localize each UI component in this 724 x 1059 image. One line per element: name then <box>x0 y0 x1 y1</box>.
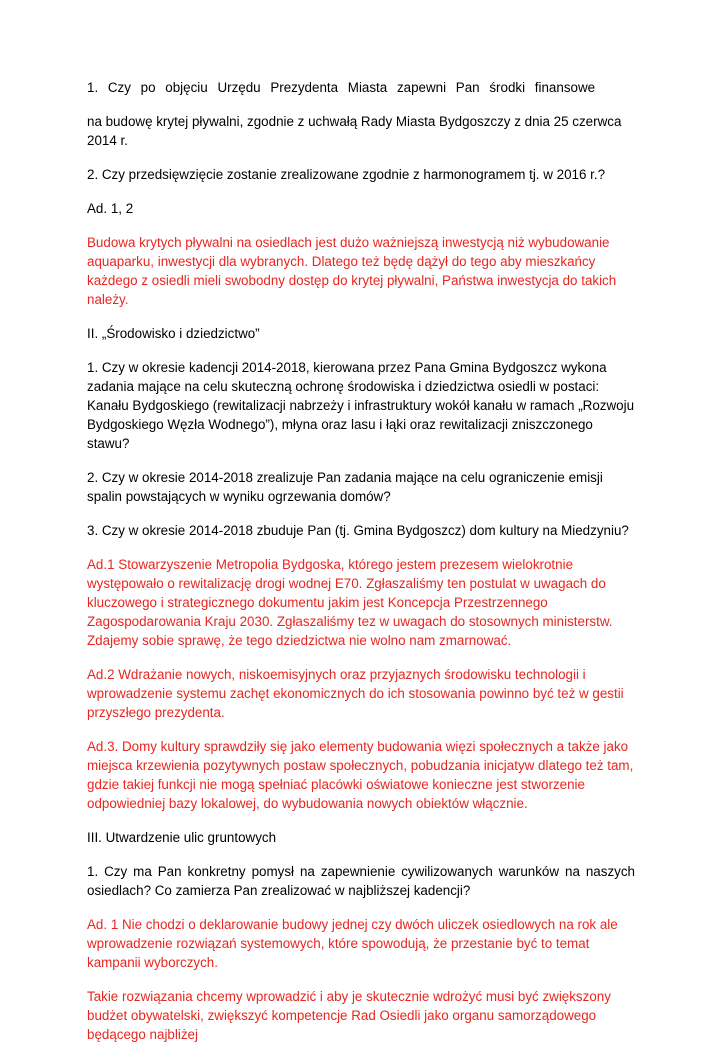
section-2-question-3: 3. Czy w okresie 2014-2018 zbuduje Pan (tj. Gmina Bydgoszcz) dom kultury na Miedzyniu? <box>87 523 629 538</box>
section-2-question-1: 1. Czy w okresie kadencji 2014-2018, kierowana przez Pana Gmina Bydgoszcz wykona zadania mające na celu skuteczną ochronę środowiska i dziedzictwa osiedli w postaci: Kanału Bydgoskiego (rewitalizacji nabrzeży i infrastruktury wokół kanału w ramach „Rozwoju Bydgoskiego Węzła Wodnego”), młyna oraz lasu i łąki oraz rewitalizacji zniszczonego stawu? <box>87 360 635 451</box>
question-1-line-2: na budowę krytej pływalni, zgodnie z uchwałą Rady Miasta Bydgoszczy z dnia 25 czerwca 2014 r. <box>87 114 622 148</box>
section-3-heading: III. Utwardzenie ulic gruntowych <box>87 830 277 845</box>
question-1-line-1: 1. Czy po objęciu Urzędu Prezydenta Miasta zapewni Pan środki finansowe <box>87 80 596 95</box>
section-3-question-1: 1. Czy ma Pan konkretny pomysł na zapewnienie cywilizowanych warunków na naszych osiedlach? Co zamierza Pan zrealizować w najbliższej kadencji? <box>87 864 635 898</box>
section-2-answer-2: Ad.2 Wdrażanie nowych, niskoemisyjnych oraz przyjaznych środowisku technologii i wprowadzenie systemu zachęt ekonomicznych do ich stosowania powinno być też w gestii przyszłego prezydenta. <box>87 667 624 720</box>
document-page <box>87 78 635 1059</box>
section-3-answer-1-continued: Takie rozwiązania chcemy wprowadzić i aby je skutecznie wdrożyć musi być zwiększony budżet obywatelski, zwiększyć kompetencje Rad Osiedli jako organu samorządowego będącego najbliżej <box>87 989 611 1042</box>
section-2-heading: II. „Środowisko i dziedzictwo” <box>87 326 260 341</box>
answer-pool: Budowa krytych pływalni na osiedlach jest dużo ważniejszą inwestycją niż wybudowanie aquaparku, inwestycji dla wybranych. Dlatego też będę dążył do tego aby mieszkańcy każdego z osiedli mieli swobodny dostęp do krytej pływalni, Państwa inwestycja do takich należy. <box>87 235 617 307</box>
section-2-answer-3: Ad.3. Domy kultury sprawdziły się jako elementy budowania więzi społecznych a także jako miejsca krzewienia pozytywnych postaw społecznych, pobudzania inicjatyw dlatego też tam, gdzie takiej funkcji nie mogą spełniać placówki oświatowe konieczne jest stworzenie odpowiedniej bazy lokalowej, do wybudowania nowych obiektów włącznie. <box>87 739 634 811</box>
question-2: 2. Czy przedsięwzięcie zostanie zrealizowane zgodnie z harmonogramem tj. w 2016 r.? <box>87 167 606 182</box>
section-2-answer-1: Ad.1 Stowarzyszenie Metropolia Bydgoska, którego jestem prezesem wielokrotnie występowało o rewitalizację drogi wodnej E70. Zgłaszaliśmy ten postulat w uwagach do kluczowego i strategicznego dokumentu jakim jest Koncepcja Przestrzennego Zagospodarowania Kraju 2030. Zgłaszaliśmy tez w uwagach do stosownych ministerstw. Zdajemy sobie sprawę, że tego dziedzictwa nie wolno nam zmarnować. <box>87 557 613 648</box>
section-3-answer-1: Ad. 1 Nie chodzi o deklarowanie budowy jednej czy dwóch uliczek osiedlowych na rok ale wprowadzenie rozwiązań systemowych, które spowodują, że przestanie być to temat kampanii wyborczych. <box>87 917 618 970</box>
section-2-question-2: 2. Czy w okresie 2014-2018 zrealizuje Pan zadania mające na celu ograniczenie emisji spalin powstających w wyniku ogrzewania domów? <box>87 470 603 504</box>
answer-heading-1-2: Ad. 1, 2 <box>87 201 134 216</box>
